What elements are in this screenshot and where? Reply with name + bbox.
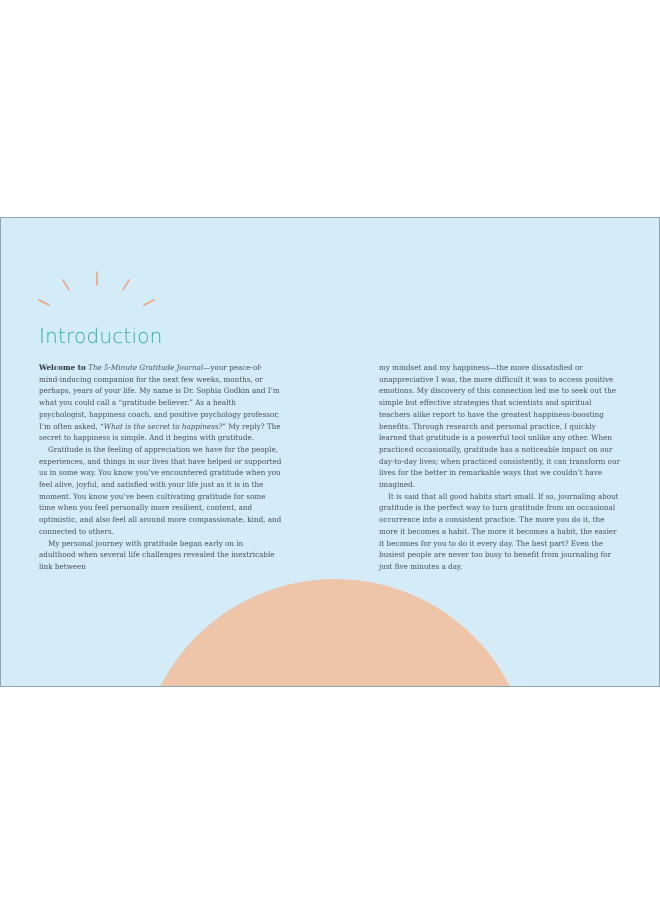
intro-paragraph [39,362,282,444]
quote-text: What is the secret to happiness? [103,421,223,431]
welcome-text: Welcome to [39,363,86,372]
sun-rays-icon [37,268,159,310]
book-spread [0,217,660,687]
mindset-paragraph: my mindset and my happiness—the more dissatisfied or unappreciative I was, the more difficult it was to access positive emotions. My discovery of this connection led me to seek out the simple but effective strategies that scientists and spiritual teachers alike report to have the greatest happiness-boosting benefits. Through research and personal practice, I quickly learned that gratitude is a powerful tool unlike any other. When practiced occasionally, gratitude has a noticeable impact on our day-to-day lives; when practiced consistently, it can transform our lives for the better in remarkable ways that we couldn’t have imagined. [379,363,621,490]
left-text-column [39,362,282,573]
habits-paragraph: It is said that all good habits start small. If so, journaling about gratitude is the perfect way to turn gratitude from an occasional occurrence into a consistent practice. The more you do it, the more it becomes a habit. The more it becomes a habit, the easier it becomes for you to do it every day. The best part? Even the busiest people are never too busy to benefit from journaling for just five minutes a day. [379,491,619,571]
sun-illustration [139,579,531,687]
personal-journey-paragraph: My personal journey with gratitude began early on in adulthood when several life challenges revealed the inextricable link between [39,538,275,571]
intro-text: —your peace-of-mind-inducing companion for the next few weeks, months, or perhaps, years of your life. My name is Dr. Sophia Godkin and I’m what you could call a “gratitude believer.” As a health psychologist, happiness coach, and positive psychology professor, I’m often asked, “ [39,363,280,431]
gratitude-definition-paragraph: Gratitude is the feeling of appreciation we have for the people, experiences, and things in our lives that have helped or supported us in some way. You know you’ve encountered gratitude when you feel alive, joyful, and satisfied with your life just as it is in the moment. You know you’ve been cultivating gratitude for some time when you feel personally more resilient, content, and optimistic, and also feel all around more compassionate, kind, and connected to others. [39,444,282,536]
book-title-text: The 5-Minute Gratitude Journal [88,363,204,372]
page-title: Introduction [39,324,163,348]
right-text-column [379,362,622,573]
reply-text: ” My reply? The secret to happiness is simple. And it begins with gratitude. [39,421,281,443]
